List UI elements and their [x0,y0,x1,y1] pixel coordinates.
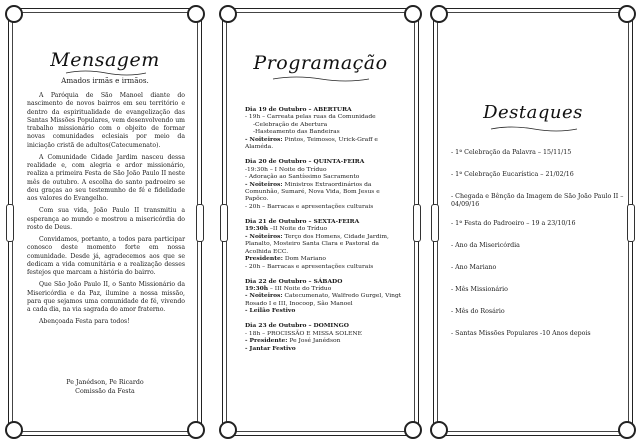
schedule-line-text: - Leilão Festivo [245,307,296,315]
destaques-item: - Santas Missões Populares -10 Anos depois [451,330,591,337]
schedule-line-text: -19:30h – I Noite do Tríduo [245,165,327,173]
schedule-day [245,106,404,151]
schedule-line [245,173,404,180]
schedule-day-header: Dia 20 de Outubro – QUINTA-FEIRA [245,158,365,166]
mensagem-paragraph: Com sua vida, João Paulo II transmitiu a esperança ao mundo e mostrou a misericórdia do rosto de Deus. [27,207,185,231]
mensagem-greeting: Amados irmãs e irmãos. [61,76,149,85]
schedule-line-text: - 20h – Barracas e apresentações culturais [245,202,374,210]
schedule-line-text: Dom Mariano [282,255,326,263]
destaques-item: - Mês Missionário [451,286,508,293]
schedule-line-label: - Noiteiros: [245,232,283,240]
schedule-line-label: - Presidente: [245,337,288,345]
schedule-day-header: Dia 19 de Outubro – ABERTURA [245,106,352,113]
schedule-line-text: Terço dos Homens, Cidade Jardim, Planalto, Mosteiro Santa Clara e Pastoral da Acolhida ECC. [245,232,389,255]
schedule-line [245,166,404,173]
schedule-day [245,218,404,270]
destaques-item: - 1ª Celebração Eucarística – 21/02/16 [451,171,574,178]
schedule-line [245,307,404,314]
schedule-line [245,233,404,255]
schedule-line-text: - 20h – Barracas e apresentações culturais [245,262,374,270]
schedule-line-label: - Noiteiros: [245,292,283,300]
destaques-title: Destaques [483,102,583,123]
programacao-title: Programação [253,52,388,74]
schedule-line [245,121,404,128]
schedule-line-text: Ministros Extraordinários da Comunhão, Sumaré, Nova Vida, Bom Jesus e Papôco. [245,180,380,203]
destaques-list [451,149,624,352]
schedule-day-header: Dia 21 de Outubro – SEXTA-FEIRA [245,217,360,225]
schedule-line-label: - Noiteiros: [245,180,283,188]
mensagem-paragraph: A Comunidade Cidade Jardim nasceu dessa realidade e, com alegria e ardor missionário, realiza a primeira Festa de São João Paulo II neste mês de outubro. A escolha do santo padroeiro se deu graças ao seu testemunho de fé e fidelidade aos valores do Evangelho. [27,153,185,202]
schedule-line-text: -Hasteamento das Bandeiras [253,128,340,136]
signature-committee: Comissão da Festa [75,387,135,395]
schedule-line [245,337,404,344]
mensagem-signature [9,379,201,396]
schedule-line-text: - 18h – PROCISSÃO E MISSA SOLENE [245,329,362,337]
schedule-line-text: - 19h – Carreata pelas ruas da Comunidade [245,113,376,121]
destaques-item: - Chegada e Bênção da Imagem de São João Paulo II – 04/09/16 [451,193,624,208]
flourish-divider-icon [489,125,579,133]
schedule-line [245,203,404,210]
schedule-line [245,181,404,203]
schedule-line-text: Catecumenato, Walfredo Gurgel, Vingt Rosado I e III, Inocoop, São Manoel [245,292,402,307]
mensagem-paragraph: A Paróquia de São Manoel diante do nascimento de novos bairros em seu território e dentro da espiritualidade de evangelização das Santas Missões Populares, vem desenvolvendo um trabalho missionário com o objeito de formar novas comunidades eclesiais por meio da iniciação cristã de adultos(Catecumenato). [27,92,185,149]
schedule-day [245,158,404,210]
schedule-day [245,322,404,352]
schedule-line [245,225,404,232]
schedule-line [245,136,404,151]
schedule-line-text: - Jantar Festivo [245,344,296,352]
signature-names: Pe Janédson, Pe Ricardo [66,379,144,386]
panel-mensagem [8,8,202,436]
schedule-day [245,278,404,315]
mensagem-paragraph: Que São João Paulo II, o Santo Missionário da Misericórdia e da Paz, ilumine a nossa missão, para que sejamos uma comunidade de fé, vivendo a cada dia, na via sagrada do amor fraterno. [27,281,185,313]
schedule-line [245,292,404,307]
mensagem-title: Mensagem [50,49,160,71]
schedule-line-label: Presidente: [245,255,283,263]
schedule-line-text: –II Noite do Tríduo [268,225,328,233]
schedule-line-text: Pintos, Teimosos, Urick-Graff e Alaméda. [245,135,378,151]
schedule-line-label: 19:30h [245,285,269,293]
schedule-list [245,106,404,360]
schedule-line-label: - Noiteiros: [245,135,283,143]
destaques-item: - Ano Mariano [451,264,497,271]
schedule-line [245,128,404,135]
schedule-line [245,255,404,262]
schedule-line-label: 19:30h [245,225,269,233]
schedule-line [245,330,404,337]
schedule-line [245,285,404,292]
destaques-item: - Mês do Rosário [451,308,505,315]
schedule-line-text: Pe José Janédson [287,337,341,345]
mensagem-closing: Abençoada Festa para todos! [39,318,130,326]
schedule-line [245,113,404,120]
schedule-line [245,263,404,270]
panel-destaques [433,8,633,436]
destaques-item: - 1ª Festa do Padroeiro – 19 a 23/10/16 [451,220,576,227]
mensagem-body [27,92,185,331]
destaques-item: - 1ª Celebração da Palavra – 15/11/15 [451,149,572,156]
flourish-divider-icon [271,75,371,83]
schedule-line [245,345,404,352]
schedule-line-text: - Adoração ao Santíssimo Sacramento [245,173,360,181]
schedule-day-header: Dia 22 de Outubro – SÁBADO [245,277,343,285]
schedule-line-text: – III Noite do Tríduo [268,285,332,293]
panel-programacao [222,8,419,436]
mensagem-paragraph: Convidamos, portanto, a todos para participar conosco deste momento forte em nossa comunidade. Desde já, agradecemos aos que se dedicam a vida comunitária e a realização desses festejos que marcam a história do bairro. [27,236,185,276]
destaques-item: - Ano da Misericórdia [451,242,520,249]
schedule-day-header: Dia 23 de Outubro – DOMINGO [245,322,349,330]
schedule-line-text: -Celebração de Abertura [253,120,328,128]
